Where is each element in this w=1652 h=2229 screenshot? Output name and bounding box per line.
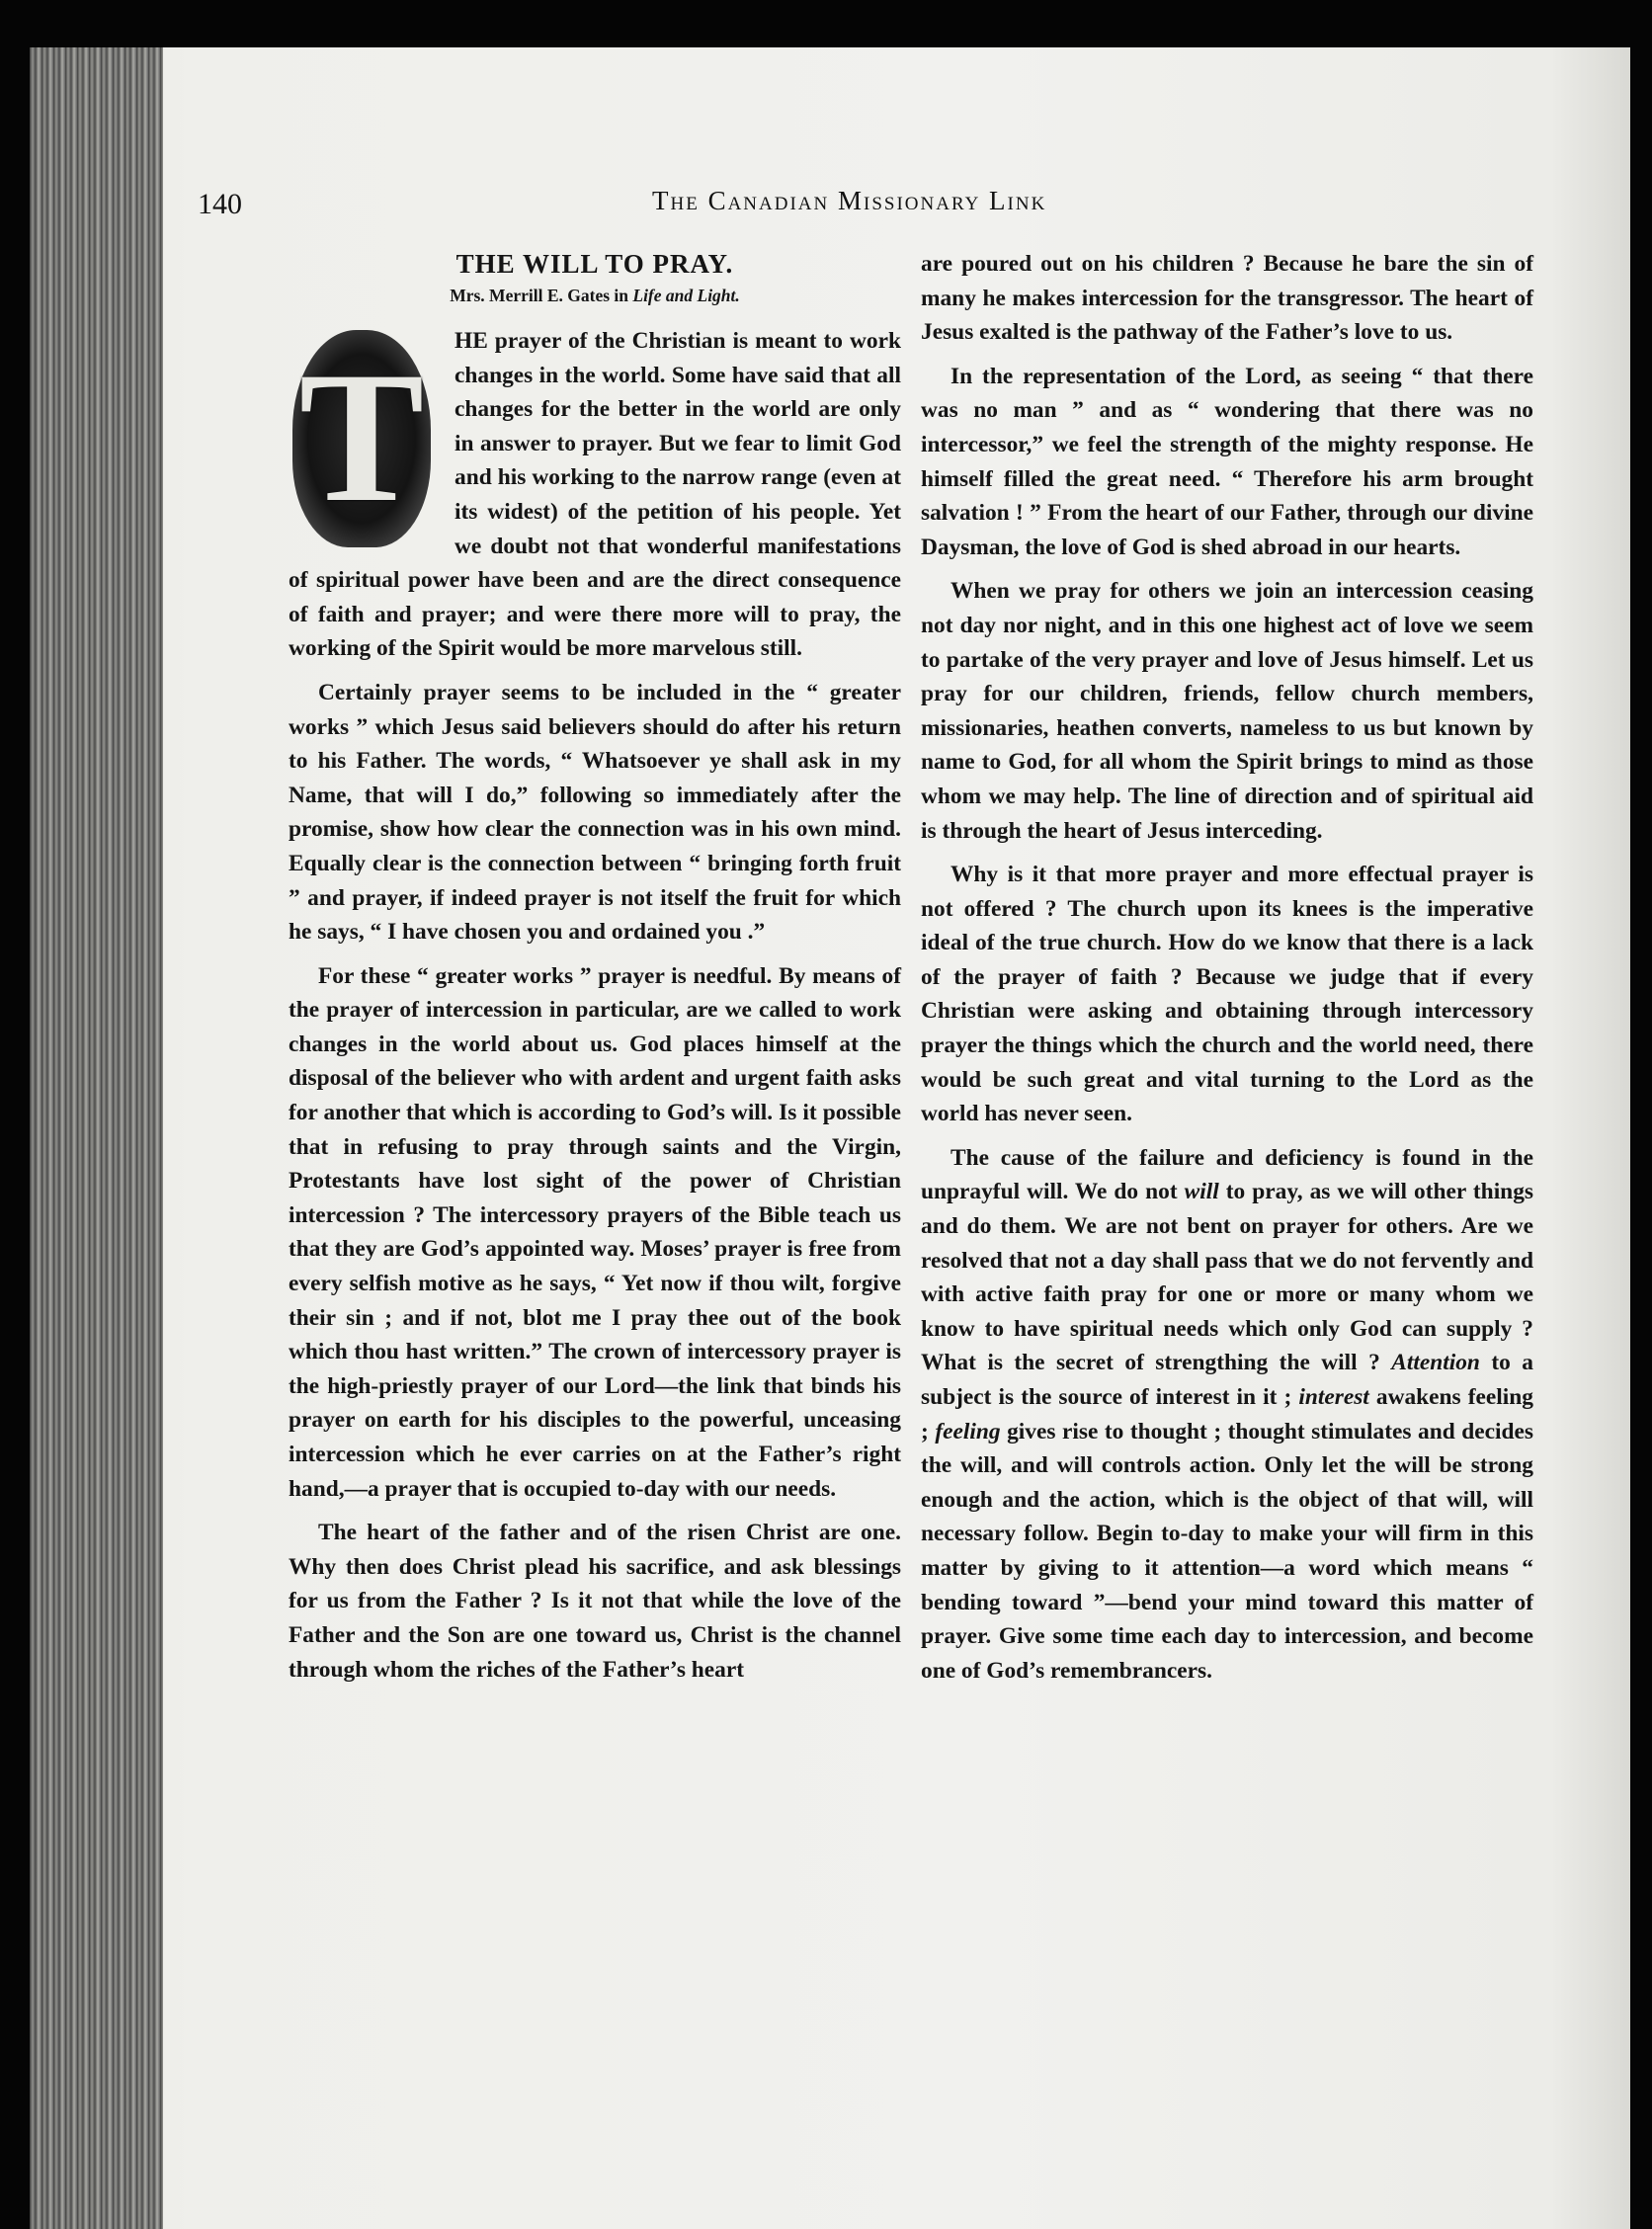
emphasis-will: will	[1184, 1179, 1219, 1205]
right-column	[921, 247, 1533, 1697]
paragraph-2: Certainly prayer seems to be included in the “ greater works ” which Jesus said believers should do after his return to his Father. The words, “ Whatsoever ye shall ask in my Name, that will I do,” following so immediately after the promise, show how clear the connection was in his own mind. Equally clear is the connection between “ bringing forth fruit ” and prayer, if indeed prayer is not itself the fruit for which he says, “ I have chosen you and ordained you .”	[289, 679, 901, 946]
paragraph-6: When we pray for others we join an intercession ceasing not day nor night, and in this one highest act of love we seem to partake of the very prayer and love of Jesus himself. Let us pray for our children, friends, fellow church members, missionaries, heathen converts, nameless to us but known by name to God, for all whom the Spirit brings to mind as those whom we may help. The line of direction and of spiritual aid is through the heart of Jesus interceding.	[921, 578, 1533, 844]
emphasis-attention: Attention	[1391, 1350, 1480, 1376]
journal-title: The Canadian Missionary Link	[652, 186, 1047, 215]
byline-author: Mrs. Merrill E. Gates in	[450, 286, 628, 305]
article-byline	[289, 283, 901, 308]
paragraph-1-text: HE prayer of the Christian is meant to work changes in the world. Some have said that all changes for the better in the world are only in answer to prayer. But we fear to limit God and his working to the narrow range (even at its widest) of the petition of his people. Yet we doubt not that wonderful manifestations of spiritual power have been and are the direct consequence of faith and prayer; and were there more will to pray, the working of the Spirit would be more marvelous still.	[289, 328, 901, 662]
paragraph-7: Why is it that more prayer and more effectual prayer is not offered ? The church upon its knees is the imperative ideal of the true church. How do we know that there is a lack of the prayer of faith ? Because we judge that if every Christian were asking and obtaining through intercessory prayer the things which the church and the world need, there would be such great and vital turning to the Lord as the world has never seen.	[921, 862, 1533, 1127]
emphasis-feeling: feeling	[935, 1418, 1001, 1445]
running-head	[198, 184, 1541, 223]
left-column	[289, 247, 901, 1696]
paragraph-4: The heart of the father and of the risen Christ are one. Why then does Christ plead his sacrifice, and ask blessings for us from the Father ? Is it not that while the love of the Father and the Son are one toward us, Christ is the channel through whom the riches of the Father’s heart	[289, 1520, 901, 1683]
paragraph-8-part-d: awakens feeling ;	[921, 1384, 1533, 1445]
paragraph-1	[289, 324, 901, 666]
paragraph-4-continued: are poured out on his children ? Because he bare the sin of many he makes intercession for the transgressor. The heart of Jesus exalted is the pathway of the Father’s love to us.	[921, 251, 1533, 346]
paragraph-8-part-c: to a subject is the source of interest in it ;	[921, 1350, 1533, 1410]
book-binding-edge	[30, 47, 163, 2229]
drop-cap-ornament	[285, 324, 443, 557]
paragraph-8-part-a: The cause of the failure and deficiency is found in the unprayful will. We do not	[921, 1144, 1533, 1205]
emphasis-interest: interest	[1298, 1384, 1369, 1410]
page-number: 140	[198, 188, 242, 220]
article-title: THE WILL TO PRAY.	[455, 249, 734, 279]
paragraph-5: In the representation of the Lord, as seeing “ that there was no man ” and as “ wondering that there was no intercessor,” we feel the strength of the mighty response. He himself filled the great need. “ Therefore his arm brought salvation ! ” From the heart of our Father, through our divine Daysman, the love of God is shed abroad in our hearts.	[921, 363, 1533, 560]
byline-source: Life and Light.	[632, 286, 740, 305]
paragraph-3: For these “ greater works ” prayer is needful. By means of the prayer of intercession in particular, are we called to work changes in the world about us. God places himself at the disposal of the believer who with ardent and urgent faith asks for another that which is according to God’s will. Is it possible that in refusing to pray through saints and the Virgin, Protestants have lost sight of the power of Christian intercession ? The intercessory prayers of the Bible teach us that they are God’s appointed way. Moses’ prayer is free from every selfish motive as he says, “ Yet now if thou wilt, forgive their sin ; and if not, blot me I pray thee out of the book which thou hast written.” The crown of intercessory prayer is the high-priestly prayer of our Lord—the link that binds his prayer on earth for his disciples to the powerful, unceasing intercession which he ever carries on at the Father’s right hand,—a prayer that is occupied to-day with our needs.	[289, 962, 901, 1502]
paragraph-8-part-e: gives rise to thought ; thought stimulates and decides the will, and will controls action. Only let the will be strong enough and the action, which is the object of that will, will necessary follow. Begin to-day to make your will firm in this matter by giving to it attention—a word which means “ bending toward ”—bend your mind toward this matter of prayer. Give some time each day to intercession, and become one of God’s remembrancers.	[921, 1418, 1533, 1684]
drop-cap-letter: T	[298, 334, 425, 541]
paragraph-8-part-b: to pray, as we will other things and do them. We are not bent on prayer for others. Are we resolved that not a day shall pass that we do not fervently and with active faith pray for one or more or many whom we know to have spiritual needs which only God can supply ? What is the secret of strengthing the will ?	[921, 1179, 1533, 1376]
paragraph-8	[921, 1141, 1533, 1689]
